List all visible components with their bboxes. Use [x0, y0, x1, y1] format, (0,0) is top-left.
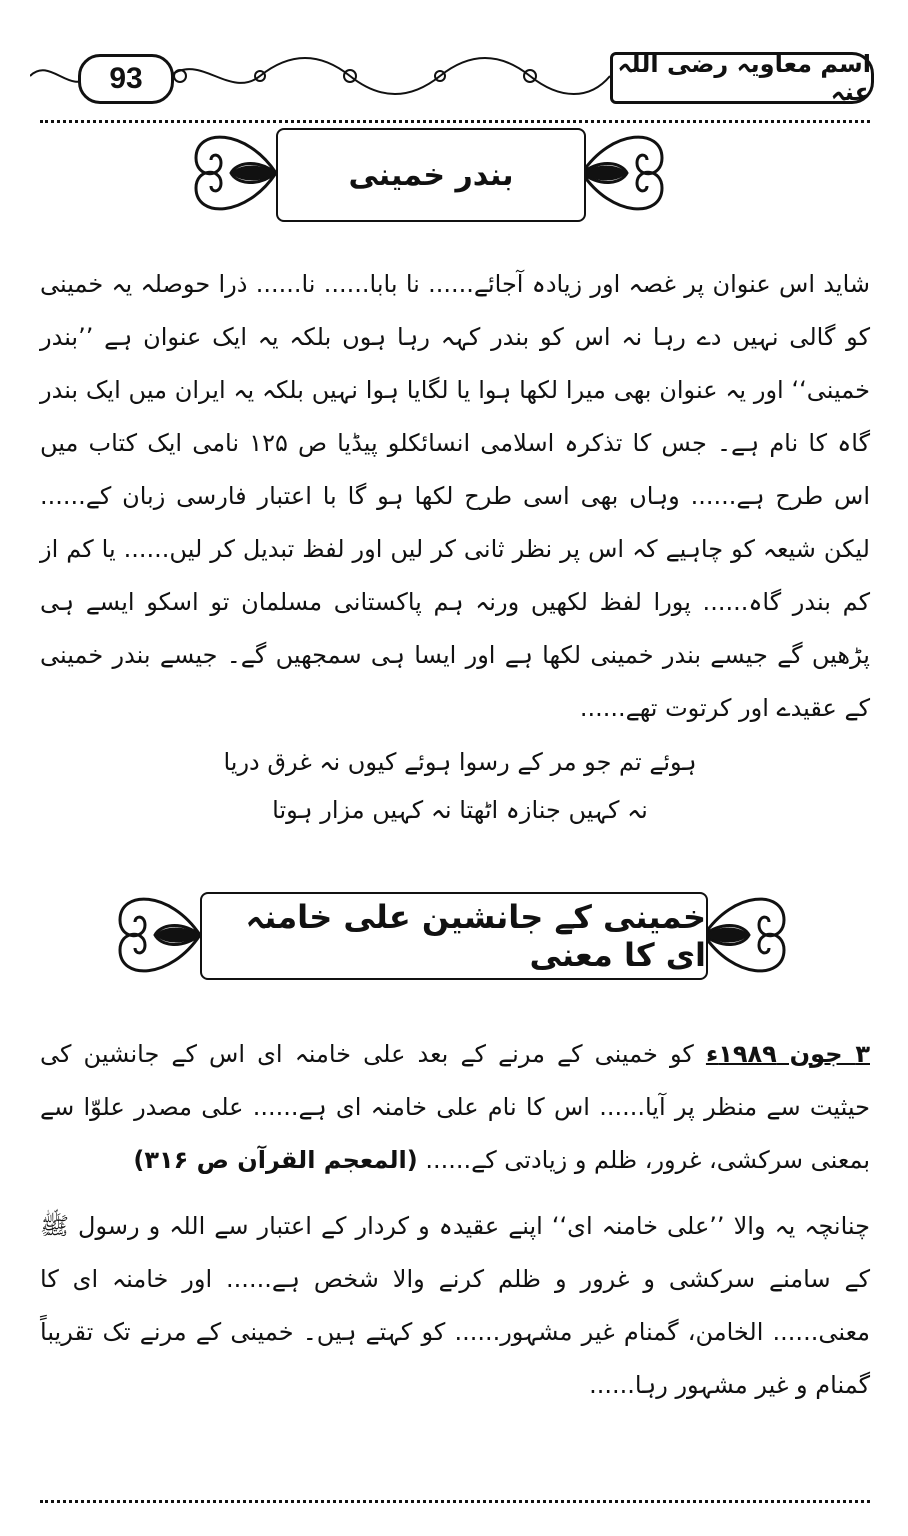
left-flourish-ornament: [176, 118, 286, 228]
right-flourish-ornament: [694, 880, 804, 990]
footer-divider: [40, 1500, 870, 1503]
paragraph-text: کو خمینی کے مرنے کے بعد علی خامنہ ای اس کے جانشین کی حیثیت سے منظر پر آیا...... اس کا نام علی خامنہ ای ہے...... علی مصدر علوّا سے بمعنی سرکشی، غرور، ظلم و زیادتی کے......: [40, 1040, 870, 1174]
date-text: ۳ جون ۱۹۸۹ء: [705, 1040, 870, 1068]
reference-citation: (المعجم القرآن ص ۳۱۶): [133, 1146, 418, 1174]
poem-line: ہوئے تم جو مر کے رسوا ہوئے کیوں نہ غرق دریا: [223, 748, 697, 776]
page-number: 93: [78, 54, 174, 104]
body-paragraph: [40, 1028, 870, 1193]
header-divider: [40, 120, 870, 123]
book-title: اسم معاویہ رضی اللہ عنہ: [610, 52, 874, 104]
section-title: بندر خمینی: [276, 128, 586, 222]
body-paragraph: شاید اس عنوان پر غصہ اور زیادہ آجائے...... نا بابا...... نا...... ذرا حوصلہ یہ خمینی کو گالی نہیں دے رہا نہ اس کو بندر کہہ رہا ہوں بلکہ یہ ایک عنوان ہے ’’بندر خمینی‘‘ اور یہ عنوان بھی میرا لکھا ہوا یا لگایا ہوا نہیں بلکہ یہ ایران میں ایک بندر گاہ کا نام ہے۔ جس کا تذکرہ اسلامی انسائکلو پیڈیا ص ۱۲۵ نامی ایک کتاب میں اس طرح ہے...... وہاں بھی اسی طرح لکھا ہو گا با اعتبار فارسی زبان کے...... لیکن شیعہ کو چاہیے کہ اس پر نظر ثانی کر لیں اور لفظ تبدیل کر لیں...... یا کم از کم بندر گاہ...... پورا لفظ لکھیں ورنہ ہم پاکستانی مسلمان تو اسکو ایسے ہی پڑھیں گے جیسے بندر خمینی لکھا ہے اور ایسا ہی سمجھیں گے۔ جیسے بندر خمینی کے عقیدے اور کرتوت تھے......: [40, 270, 870, 722]
right-flourish-ornament: [572, 118, 682, 228]
section-title: خمینی کے جانشین علی خامنہ ای کا معنی: [200, 892, 708, 980]
poem-line: نہ کہیں جنازہ اٹھتا نہ کہیں مزار ہوتا: [272, 796, 648, 824]
left-flourish-ornament: [100, 880, 210, 990]
body-paragraph: چنانچہ یہ والا ’’علی خامنہ ای‘‘ اپنے عقیدہ و کردار کے اعتبار سے اللہ و رسول ﷺ کے سامنے سرکشی و غرور و ظلم کرنے والا شخص ہے...... اور خامنہ ای کا معنی...... الخامن، گمنام غیر مشہور...... کو کہتے ہیں۔ خمینی کے مرنے تک تقریباً گمنام و غیر مشہور رہا......: [40, 1212, 870, 1399]
